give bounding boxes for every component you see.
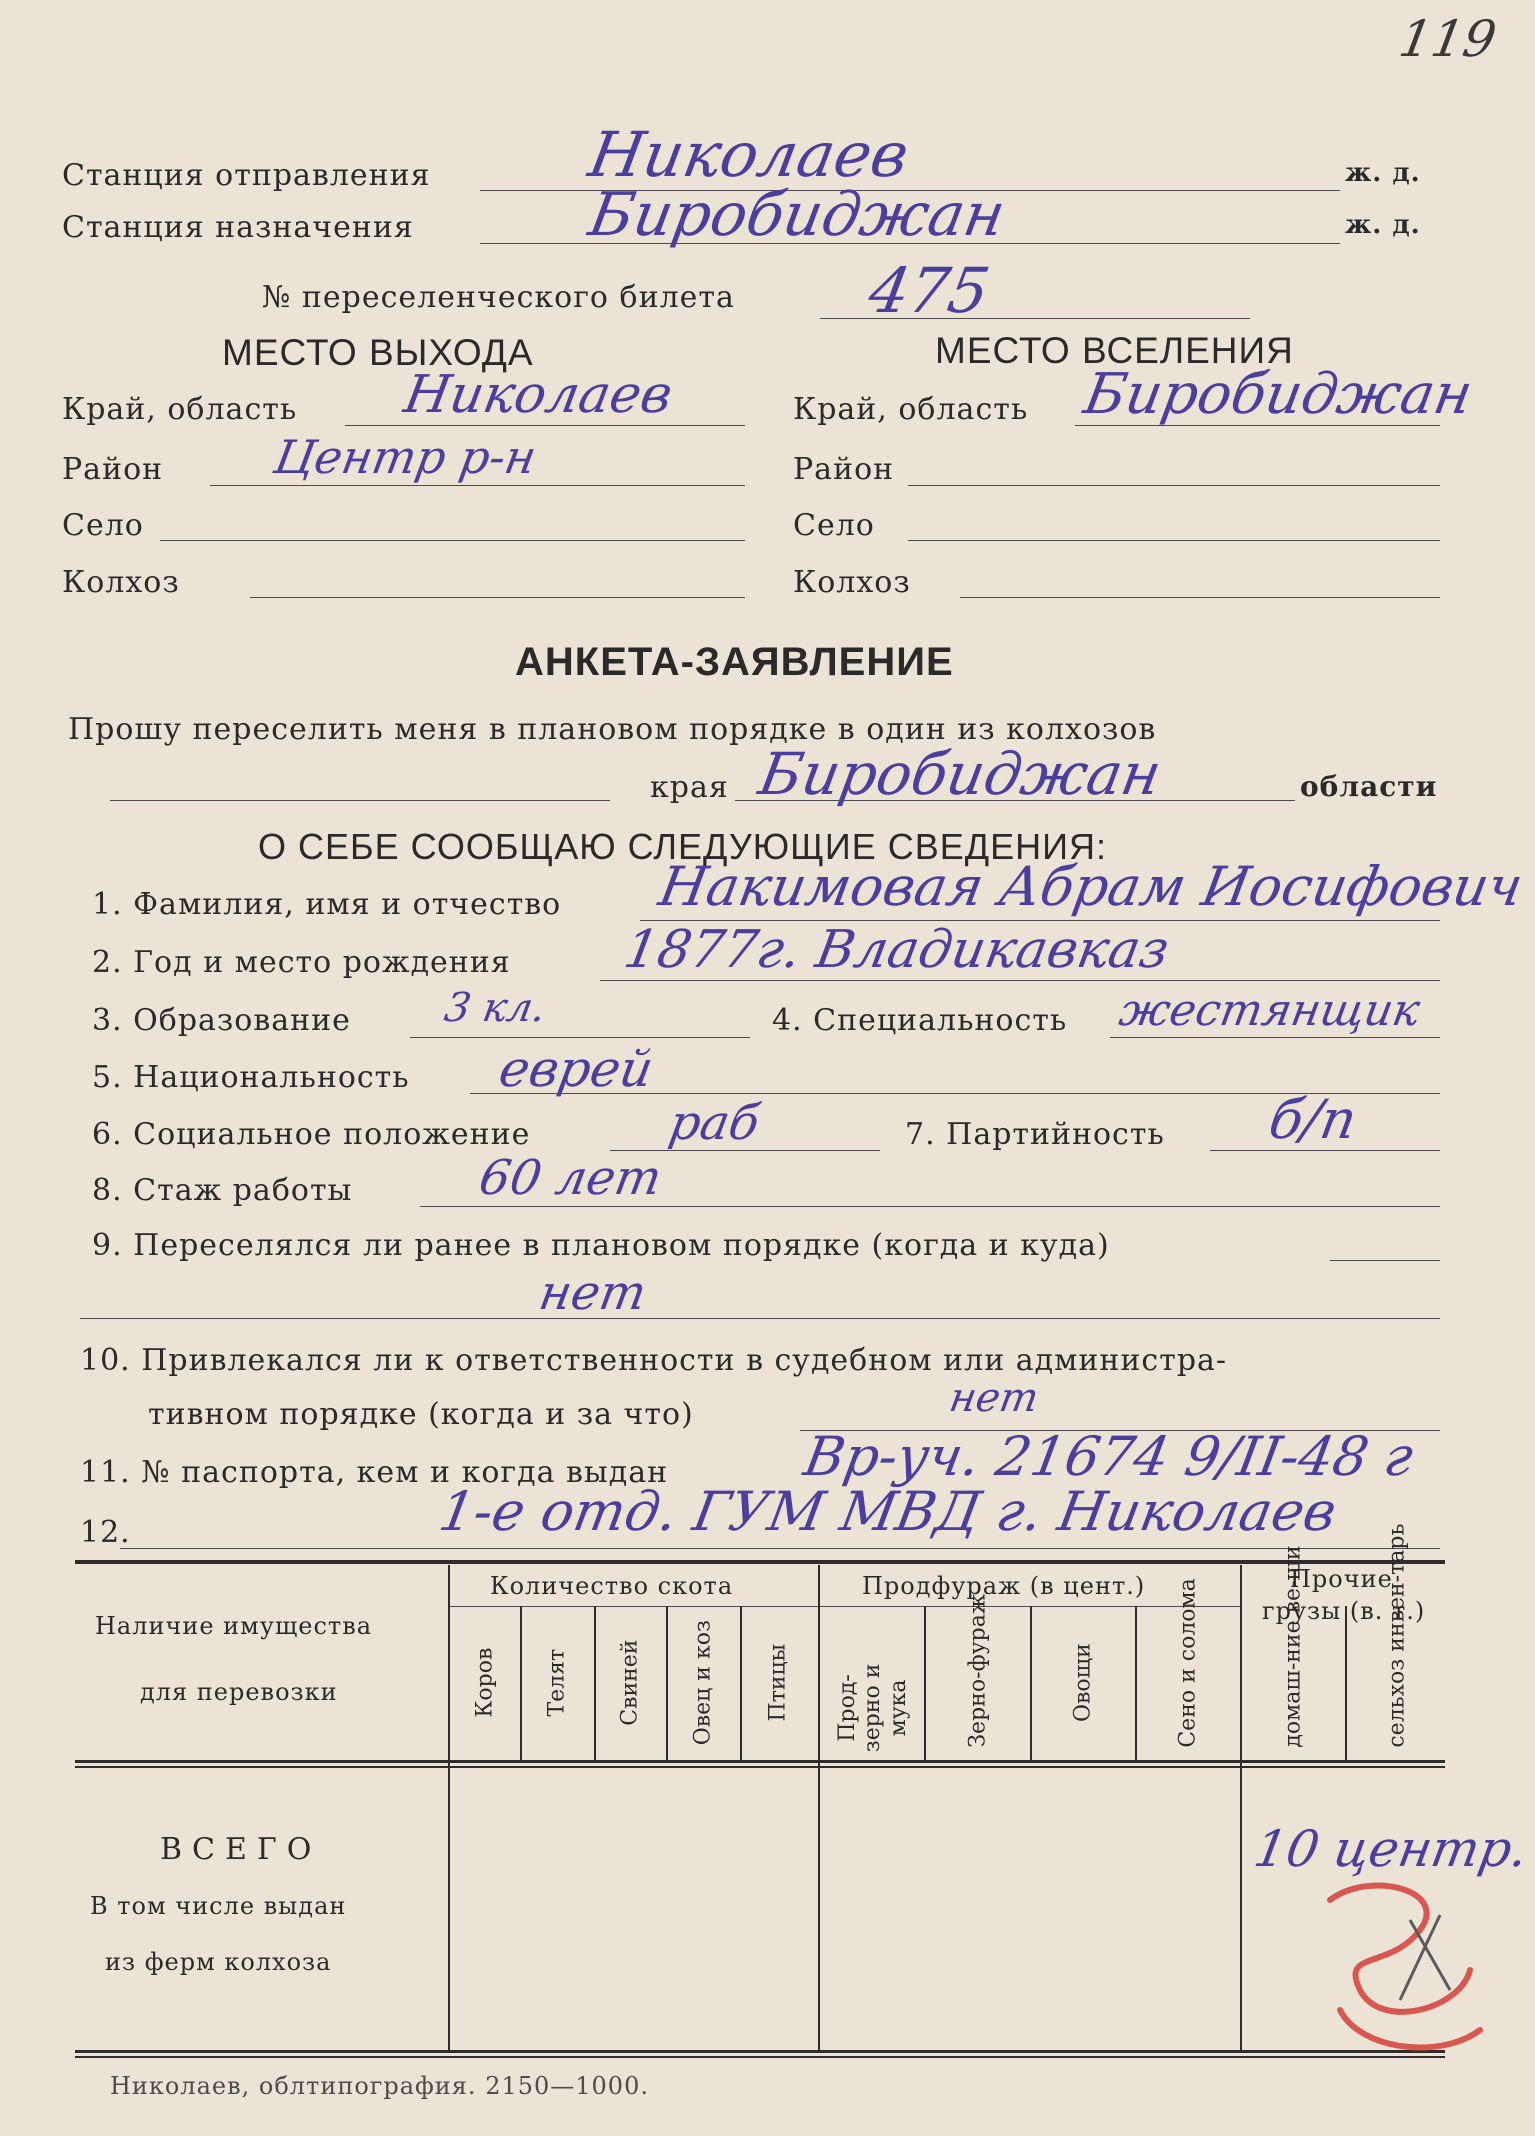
kraya-value: Биробиджан (754, 740, 1167, 808)
household-value: 10 центр. (1249, 1820, 1533, 1878)
q2-label: 2. Год и место рождения (92, 945, 511, 980)
col-poultry: Птицы (765, 1643, 791, 1722)
property-label-1: Наличие имущества (95, 1612, 373, 1640)
q8-value: 60 лет (475, 1150, 666, 1206)
q12-value: 1-е отд. ГУМ МВД г. Николаев (434, 1480, 1342, 1543)
q10-value: нет (945, 1375, 1043, 1421)
group-other-2: грузы (в. т.) (1262, 1597, 1426, 1625)
origin-kolkhoz-line (250, 597, 745, 598)
settlement-region-label: Край, область (793, 392, 1029, 427)
destination-station-value: Биробиджан (583, 180, 1011, 250)
origin-district-value: Центр р-н (270, 430, 541, 484)
origin-village-label: Село (62, 508, 144, 543)
settlement-kolkhoz-line (960, 597, 1440, 598)
request-line-2-left (110, 800, 610, 801)
origin-district-line (210, 485, 745, 486)
departure-station-label: Станция отправления (62, 158, 431, 193)
q9-line-a (1330, 1260, 1440, 1261)
q4-label: 4. Специальность (772, 1003, 1068, 1038)
settlement-village-label: Село (793, 508, 875, 543)
q6-value: раб (665, 1095, 764, 1151)
departure-station-value: Николаев (583, 118, 915, 191)
footer-imprint: Николаев, облтипография. 2150—1000. (110, 2072, 649, 2100)
q11-value: Вр-уч. 21674 9/II-48 г (799, 1425, 1418, 1488)
q4-line (1110, 1037, 1440, 1038)
settlement-title: МЕСТО ВСЕЛЕНИЯ (935, 330, 1294, 371)
row-total: ВСЕГО (160, 1832, 322, 1867)
col-vegetables: Овощи (1070, 1643, 1096, 1723)
q9-label: 9. Переселялся ли ранее в плановом порядке (когда и куда) (92, 1228, 1110, 1263)
oblasti-label: области (1300, 770, 1438, 803)
q1-label: 1. Фамилия, имя и отчество (92, 887, 562, 922)
origin-region-value: Николаев (399, 365, 677, 425)
destination-rw-suffix: ж. д. (1345, 210, 1421, 240)
property-label-2: для перевозки (140, 1678, 338, 1706)
settlement-region-value: Биробиджан (1079, 362, 1478, 427)
origin-district-label: Район (62, 452, 164, 487)
request-line-1: Прошу переселить меня в плановом порядке в один из колхозов (68, 712, 1157, 747)
col-household: домаш-ние ве-щи (1280, 1545, 1306, 1748)
row-incl-2: из ферм колхоза (105, 1948, 332, 1976)
origin-title: МЕСТО ВЫХОДА (222, 332, 534, 373)
q3-label: 3. Образование (92, 1003, 351, 1038)
form-title: АНКЕТА-ЗАЯВЛЕНИЕ (515, 640, 954, 684)
col-cows: Коров (472, 1647, 498, 1718)
q12-label: 12. (80, 1515, 131, 1550)
page-number: 119 (1394, 10, 1501, 68)
row-incl-1: В том числе выдан (90, 1892, 347, 1920)
q7-value: б/п (1264, 1088, 1362, 1151)
q3-value: 3 кл. (440, 985, 550, 1031)
q8-line (420, 1206, 1440, 1207)
q10-line-2: тивном порядке (когда и за что) (148, 1397, 694, 1432)
group-fodder: Продфураж (в цент.) (862, 1572, 1146, 1600)
origin-village-line (160, 540, 745, 541)
group-livestock: Количество скота (490, 1572, 734, 1600)
q3-line (410, 1037, 750, 1038)
q6-label: 6. Социальное положение (92, 1117, 531, 1152)
settlement-district-line (908, 485, 1440, 486)
settlement-village-line (908, 540, 1440, 541)
q4-value: жестянщик (1115, 985, 1424, 1036)
col-grain-fodder: Зерно-фураж (965, 1593, 991, 1748)
q11-label: 11. № паспорта, кем и когда выдан (80, 1455, 669, 1490)
q12-line (120, 1548, 1440, 1549)
q7-label: 7. Партийность (905, 1117, 1165, 1152)
q5-label: 5. Национальность (92, 1060, 410, 1095)
section-title: О СЕБЕ СООБЩАЮ СЛЕДУЮЩИЕ СВЕДЕНИЯ: (258, 826, 1108, 867)
col-sheep-goats: Овец и коз (690, 1620, 716, 1746)
q1-value: Накимовая Абрам Иосифович (654, 855, 1528, 918)
col-calves: Телят (544, 1648, 570, 1717)
group-other-1: Прочие (1290, 1565, 1393, 1593)
q2-line (600, 980, 1440, 981)
col-hay-straw: Сено и солома (1175, 1578, 1201, 1748)
origin-kolkhoz-label: Колхоз (62, 565, 180, 600)
origin-region-line (345, 425, 745, 426)
settlement-district-label: Район (793, 452, 895, 487)
origin-region-label: Край, область (62, 392, 298, 427)
ticket-value: 475 (863, 254, 995, 327)
ticket-label: № переселенческого билета (262, 280, 735, 315)
settlement-kolkhoz-label: Колхоз (793, 565, 911, 600)
kraya-label: края (650, 770, 729, 805)
red-pencil-mark (1300, 1860, 1520, 2080)
q9-line-b (80, 1318, 1440, 1319)
q8-label: 8. Стаж работы (92, 1173, 353, 1208)
destination-station-label: Станция назначения (62, 210, 414, 245)
col-pigs: Свиней (617, 1639, 643, 1726)
col-grain-flour: Прод-зерно и мука (835, 1663, 911, 1753)
q5-value: еврей (494, 1040, 658, 1098)
q2-value: 1877г. Владикавказ (619, 920, 1174, 980)
departure-rw-suffix: ж. д. (1345, 158, 1421, 188)
col-farm-tools: сельхоз инвен-тарь (1384, 1523, 1410, 1748)
q10-line-1: 10. Привлекался ли к ответственности в судебном или администра- (80, 1343, 1228, 1378)
q9-value: нет (535, 1265, 651, 1321)
